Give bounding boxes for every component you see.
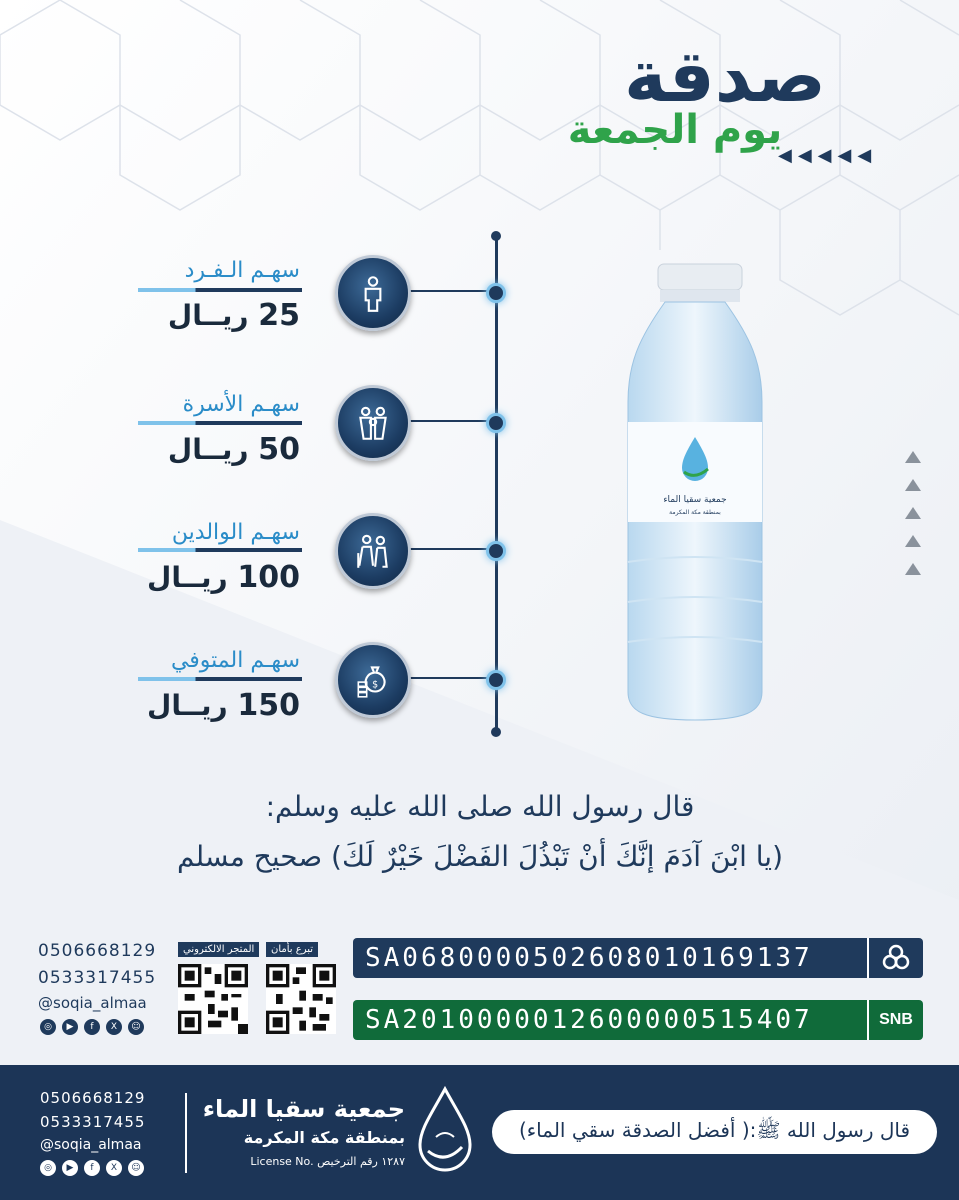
share-currency: ريــال (167, 299, 249, 332)
facebook-icon[interactable]: f (84, 1019, 100, 1035)
share-underline (138, 548, 302, 552)
timeline-cap-top (491, 231, 501, 241)
timeline-cap-bottom (491, 727, 501, 737)
timeline-node (486, 283, 506, 303)
title-sub: يوم الجمعة (567, 107, 783, 153)
footer-org-name: جمعية سقيا الماء (202, 1095, 405, 1123)
store-qr-code[interactable] (178, 964, 248, 1034)
share-amount: 50 (258, 432, 300, 467)
triangle-decoration (905, 507, 921, 519)
timeline-line (495, 236, 498, 732)
connector-line (405, 420, 489, 422)
snb-logo-icon: SNB (867, 1000, 923, 1040)
connector-line (405, 290, 489, 292)
share-underline (138, 421, 302, 425)
share-price (100, 688, 300, 723)
money-bag-icon (352, 659, 394, 701)
footer-license: License No. ١٢٨٧ رقم الترخيص (250, 1155, 405, 1168)
timeline-node (486, 670, 506, 690)
iban-alrajhi[interactable] (353, 938, 923, 978)
family-icon (352, 402, 394, 444)
share-currency: ريــال (167, 433, 249, 466)
instagram-icon[interactable]: ◎ (40, 1019, 56, 1035)
social-handle[interactable]: @soqia_almaa (38, 994, 147, 1012)
snapchat-icon[interactable]: ☺ (128, 1160, 144, 1176)
hadith-intro: قال رسول الله صلى الله عليه وسلم: (265, 790, 695, 823)
footer-social-icons (40, 1160, 144, 1176)
donate-qr-label: تبرع بأمان (266, 942, 318, 957)
hadith-text: (يا ابْنَ آدَمَ إنَّكَ أنْ تَبْذُلَ الفَضْلَ خَيْرٌ لَكَ) صحيح مسلم (177, 840, 783, 873)
title-main: صدقة (624, 34, 826, 118)
phone-1[interactable]: 0506668129 (38, 941, 157, 961)
share-amount: 25 (258, 298, 300, 333)
triangle-decoration (905, 479, 921, 491)
social-icons (40, 1019, 144, 1035)
triangle-decoration (905, 563, 921, 575)
share-icon-circle[interactable] (335, 255, 411, 331)
iban-snb[interactable] (353, 1000, 923, 1040)
donate-qr-code[interactable] (266, 964, 336, 1034)
share-underline (138, 677, 302, 681)
triangle-decoration (905, 535, 921, 547)
share-label: سهـم الـفـرد (184, 258, 300, 283)
arrows-decoration: ◀◀◀◀◀ (778, 145, 878, 166)
share-underline (138, 288, 302, 292)
elderly-parents-icon (352, 530, 394, 572)
youtube-icon[interactable]: ▶ (62, 1160, 78, 1176)
share-currency: ريــال (147, 689, 228, 722)
youtube-icon[interactable]: ▶ (62, 1019, 78, 1035)
timeline-node (486, 541, 506, 561)
bottle-org-name: جمعية سقيا الماء (663, 495, 727, 505)
footer-phone-1[interactable]: 0506668129 (40, 1089, 146, 1107)
footer-phone-2[interactable]: 0533317455 (40, 1113, 146, 1131)
person-icon (352, 272, 394, 314)
iban-number[interactable]: SA2010000012600000515407 (365, 1005, 813, 1035)
share-amount: 150 (237, 688, 300, 723)
facebook-icon[interactable]: f (84, 1160, 100, 1176)
share-icon-circle[interactable] (335, 642, 411, 718)
store-qr-label: المتجر الالكتروني (178, 942, 259, 957)
footer-quote: قال رسول الله ﷺ:( أفضل الصدقة سقي الماء) (518, 1117, 911, 1142)
share-price (100, 560, 300, 595)
triangle-decoration (905, 451, 921, 463)
snapchat-icon[interactable]: ☺ (128, 1019, 144, 1035)
footer-region: بمنطقة مكة المكرمة (243, 1128, 405, 1147)
share-price (100, 298, 300, 333)
org-logo-drop-icon (412, 1085, 478, 1180)
share-icon-circle[interactable] (335, 513, 411, 589)
timeline-node (486, 413, 506, 433)
bottle-region: بمنطقة مكة المكرمة (669, 509, 721, 516)
iban-number[interactable]: SA0680000502608010169137 (365, 943, 813, 973)
connector-line (405, 677, 489, 679)
share-label: سهـم الوالدين (171, 520, 300, 545)
svg-text:$: $ (372, 679, 379, 691)
x-icon[interactable]: X (106, 1019, 122, 1035)
instagram-icon[interactable]: ◎ (40, 1160, 56, 1176)
share-currency: ريــال (147, 561, 228, 594)
footer-quote-pill (492, 1110, 937, 1154)
phone-2[interactable]: 0533317455 (38, 968, 157, 988)
share-amount: 100 (237, 560, 300, 595)
connector-line (405, 548, 489, 550)
share-label: سهـم الأسرة (182, 392, 300, 417)
share-icon-circle[interactable] (335, 385, 411, 461)
footer-divider (185, 1093, 187, 1173)
water-bottle-image (620, 262, 770, 722)
footer-handle[interactable]: @soqia_almaa (40, 1137, 142, 1153)
alrajhi-logo-icon (867, 938, 923, 978)
share-label: سهـم المتوفي (170, 648, 300, 673)
x-icon[interactable]: X (106, 1160, 122, 1176)
share-price (100, 432, 300, 467)
